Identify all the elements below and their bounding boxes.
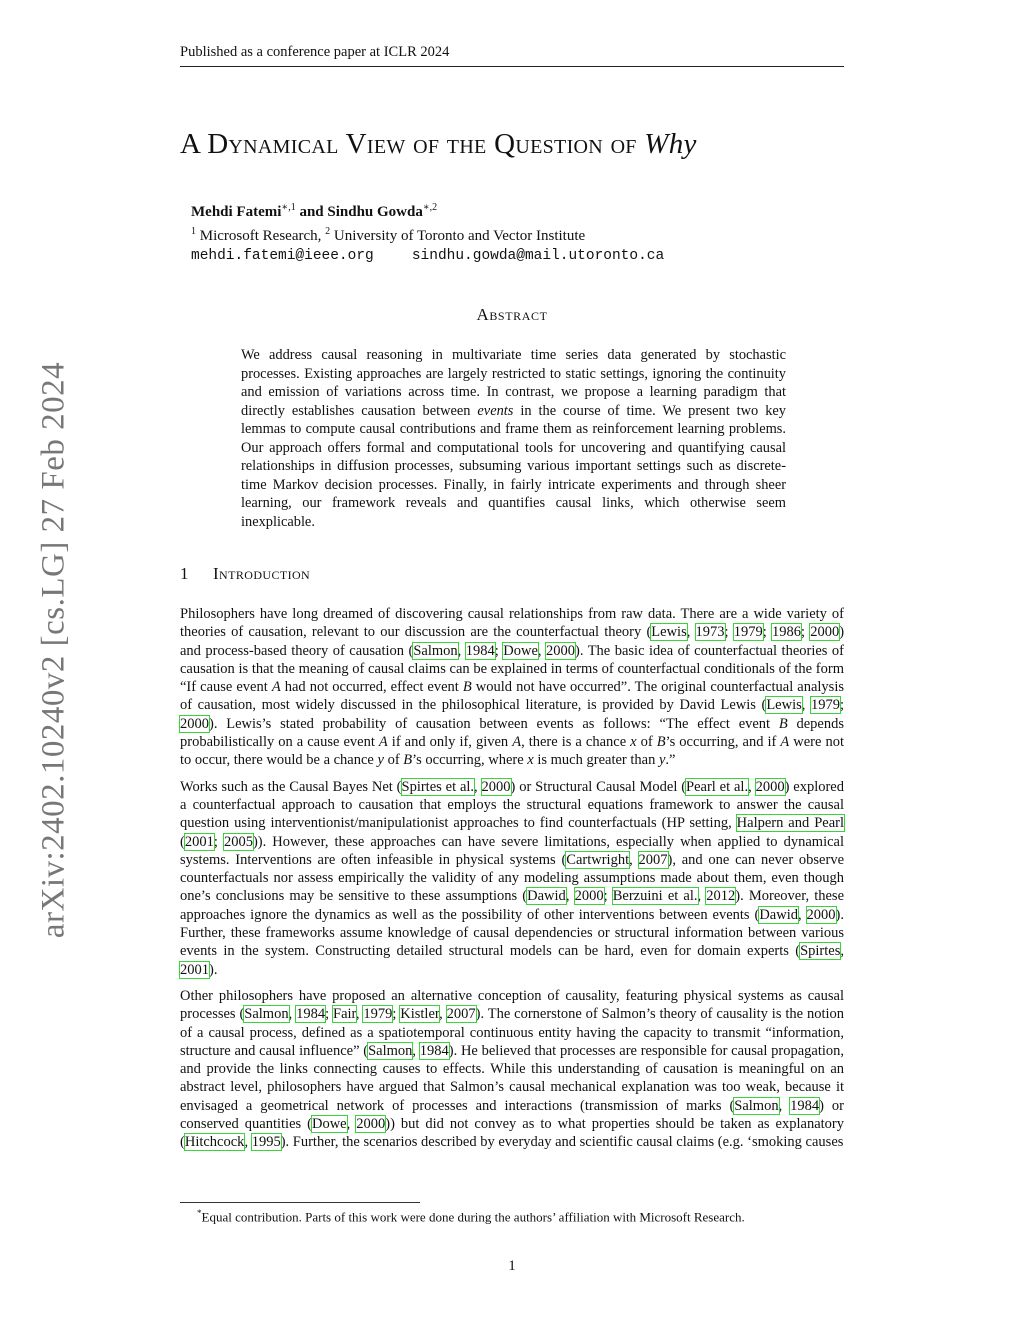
paragraph-text: of [383, 752, 404, 769]
citation-link[interactable]: 2000 [574, 888, 604, 905]
citation-link[interactable]: Dowe [311, 1116, 347, 1133]
author-2: Sindhu Gowda [327, 204, 423, 220]
abstract-part-2: in the course of time. We present two key lemmas to compute causal contributions and frame them as reinforcement learning problems. Our approach offers formal and computational tools for uncovering and quantifying causal relationships in diffusion processes, subsuming various important settings such as discrete-time Markov decision processes. Finally, in fairly intricate experiments and through sheer learning, our framework reveals and quantifies causal links, which otherwise seem inexplicable. [241, 402, 786, 530]
paragraph-text: , [629, 851, 639, 868]
affiliation-1: Microsoft Research, [196, 228, 326, 244]
paragraph-text: .” [665, 752, 676, 769]
citation-link[interactable]: 2000 [356, 1116, 386, 1133]
paragraph-text: ). He believed that processes are responsible for causal propagation, and provide the links connecting causes to effects. While this understanding of causation is meaningful on an abstract level, philosophers have argued that Salmon’s causal mechanical explanation was too weak, because it envisaged a geometrical network of processes and interactions (transmission of marks ( [180, 1042, 844, 1114]
paragraph-text: , there is a chance [521, 734, 631, 751]
paragraph-text: , [474, 778, 482, 795]
paragraph-text: ). Further, the scenarios described by everyday and scientific causal claims (e.g. ‘smoking causes [280, 1134, 844, 1151]
math-variable: B [778, 715, 788, 732]
citation-link[interactable]: 1984 [296, 1006, 326, 1023]
citation-link[interactable]: Pearl et al. [686, 778, 749, 795]
citation-link[interactable]: Berzuini et al. [612, 888, 698, 905]
citation-link[interactable]: 2000 [806, 906, 836, 923]
citation-link[interactable]: 2005 [223, 833, 253, 850]
paragraph-text: of [636, 734, 657, 751]
paragraph-text: ). Moreover, these approaches ignore the dynamics as well as the possibility of other interventions between events ( [180, 888, 845, 923]
citation-link[interactable]: Lewis [766, 697, 802, 714]
title-emph: Why [644, 128, 697, 160]
citation-link[interactable]: 2000 [810, 624, 840, 641]
citation-link[interactable]: Dawid [759, 906, 798, 923]
aff-2-mark: 2 [325, 226, 331, 237]
citation-link[interactable]: Salmon [413, 642, 458, 659]
paragraph-text: , [457, 642, 466, 659]
paragraph-text: ( [180, 833, 185, 850]
paragraph-text: , [439, 1006, 447, 1023]
citation-link[interactable]: Halpern and Pearl [736, 815, 844, 832]
footnote [197, 1208, 857, 1225]
citation-link[interactable]: Dawid [527, 888, 566, 905]
citation-link[interactable]: 1979 [733, 624, 763, 641]
citation-link[interactable]: 2001 [184, 833, 214, 850]
citation-link[interactable]: 2012 [706, 888, 736, 905]
citation-link[interactable]: 1984 [790, 1097, 820, 1114]
paragraph-text: ; [494, 642, 504, 659]
paragraph-text: , [355, 1006, 364, 1023]
math-variable: y [658, 752, 666, 769]
paragraph-2 [180, 778, 844, 979]
paragraph-text: , [244, 1134, 252, 1151]
author-2-mark: ∗,2 [422, 202, 438, 213]
paragraph-text: ’s occurring, where [412, 752, 528, 769]
paragraph-text: , [797, 906, 807, 923]
math-variable: A [271, 679, 281, 696]
arxiv-stamp: arXiv:2402.10240v2 [cs.LG] 27 Feb 2024 [35, 361, 72, 939]
paragraph-text: ) or Structural Causal Model ( [510, 778, 687, 795]
citation-link[interactable]: 1979 [810, 697, 840, 714]
body-text [180, 605, 844, 1160]
citation-link[interactable]: 2000 [755, 778, 785, 795]
header-rule [180, 66, 844, 67]
paragraph-text: )). However, these approaches can have severe limitations, especially when applied to dynamical systems. Interventions are often infeasible in physical systems ( [180, 833, 844, 868]
citation-link[interactable]: 2000 [546, 642, 576, 659]
paragraph-text: , [346, 1116, 357, 1133]
paragraph-1 [180, 605, 844, 770]
math-variable: B [462, 679, 472, 696]
section-title: Introduction [213, 564, 311, 583]
math-variable: B [656, 734, 666, 751]
paragraph-text: ) or conserved quantities ( [180, 1097, 844, 1133]
citation-link[interactable]: Dowe [503, 642, 538, 659]
email-1: mehdi.fatemi@ieee.org [191, 248, 374, 264]
author-and: and [295, 204, 328, 220]
citation-link[interactable]: 2001 [180, 961, 209, 978]
paragraph-text: Philosophers have long dreamed of discovering causal relationships from raw data. There are a wide variety of theories of causation, relevant to our discussion are the counterfactual theory ( [180, 606, 844, 641]
paragraph-text: ; [603, 888, 613, 905]
math-variable: A [780, 734, 790, 751]
citation-link[interactable]: 1984 [465, 642, 495, 659]
citation-link[interactable]: Cartwright [566, 851, 630, 868]
abstract-text [241, 346, 786, 531]
paragraph-text: ; [762, 624, 772, 641]
citation-link[interactable]: 2007 [446, 1006, 476, 1023]
running-header: Published as a conference paper at ICLR 2024 [180, 44, 450, 60]
citation-link[interactable]: Fair [333, 1006, 356, 1023]
author-1-mark: ∗,1 [281, 202, 296, 213]
paragraph-text: were not to occur, there would be a chance [180, 734, 844, 769]
math-variable: y [377, 752, 384, 769]
section-number: 1 [180, 564, 189, 583]
paragraph-text: , [840, 943, 844, 960]
citation-link[interactable]: Kistler [400, 1006, 440, 1023]
paragraph-text: , [537, 642, 547, 659]
paragraph-text: ). Lewis’s stated probability of causation between events as follows: “The effect event [209, 715, 779, 732]
paragraph-text: ) and process-based theory of causation ( [180, 624, 845, 659]
citation-link[interactable]: 2000 [180, 715, 209, 732]
paragraph-text: if and only if, given [387, 734, 513, 751]
paragraph-text: ), and one can never observe counterfactuals nor assess empirically the validity of any modeling assumptions made about them, even though one’s conclusions may be sensitive to these assumptions ( [180, 851, 845, 905]
citation-link[interactable]: Salmon [734, 1097, 779, 1114]
citation-link[interactable]: Salmon [244, 1006, 289, 1023]
paragraph-text: is much greater than [533, 752, 659, 769]
paragraph-text: , [748, 778, 756, 795]
paragraph-text: , [565, 888, 575, 905]
paragraph-text: had not occurred, effect event [280, 679, 463, 696]
citation-link[interactable]: Salmon [368, 1042, 413, 1059]
paragraph-text: would not have occurred”. The original counterfactual analysis of causation, most widely discussed in the philosophical literature, is provided by David Lewis ( [180, 679, 845, 714]
citation-link[interactable]: 1973 [695, 624, 725, 641]
author-block [191, 198, 664, 266]
paragraph-text: ). The basic idea of counterfactual theories of causation is that the meaning of causal claims can be explained in terms of counterfactual conditionals of the form “If cause event [180, 642, 845, 696]
paragraph-text: ; [392, 1006, 401, 1023]
paragraph-text: Works such as the Causal Bayes Net ( [180, 778, 402, 795]
math-variable: A [378, 734, 388, 751]
paragraph-text: , [686, 624, 696, 641]
math-variable: A [512, 734, 522, 751]
paragraph-text: ; [800, 624, 811, 641]
math-variable: x [630, 734, 637, 751]
paragraph-3 [180, 987, 844, 1152]
email-2: sindhu.gowda@mail.utoronto.ca [411, 248, 665, 264]
footnote-mark: * [197, 1208, 202, 1218]
math-variable: B [403, 752, 413, 769]
paragraph-text: ’s occurring, and if [665, 734, 781, 751]
paragraph-text: , [801, 697, 811, 714]
citation-link[interactable]: 2000 [481, 778, 511, 795]
author-1: Mehdi Fatemi [191, 204, 282, 220]
footnote-rule [180, 1202, 420, 1203]
paragraph-text: , [288, 1006, 297, 1023]
citation-link[interactable]: 1984 [419, 1042, 449, 1059]
citation-link[interactable]: Lewis [651, 624, 687, 641]
paragraph-text: , [412, 1042, 420, 1059]
citation-link[interactable]: Spirtes et al. [401, 778, 475, 795]
citation-link[interactable]: 1995 [251, 1134, 281, 1151]
footnote-text: Equal contribution. Parts of this work were done during the authors’ affiliation with Microsoft Research. [201, 1209, 745, 1225]
abstract-part-1: We address causal reasoning in multivariate time series data generated by stochastic processes. Existing approaches are largely restricted to static settings, ignoring the continuity and emission of variations across time. In contrast, we propose a learning paradigm that directly establishes causation between [241, 347, 786, 419]
paragraph-text: ) explored a counterfactual approach to causation that employs the structural equations framework to answer the causal question using interventionist/manipulationist approaches to find counterfactuals (HP setting, [180, 778, 844, 832]
paragraph-text: ; [213, 833, 224, 850]
affiliation-2: University of Toronto and Vector Institute [330, 228, 586, 244]
paragraph-text: ; [839, 697, 845, 714]
paragraph-text: ). [209, 961, 218, 978]
section-heading [180, 564, 310, 584]
abstract-heading: Abstract [476, 305, 548, 324]
emails [191, 246, 664, 266]
paper-title [180, 128, 697, 161]
paragraph-text: ; [724, 624, 734, 641]
paragraph-text: ). Further, these frameworks assume knowledge of causal dependencies or structural information between various events in the system. Constructing detailed structural models can be hard, even for domain experts ( [180, 906, 844, 960]
math-variable: x [527, 752, 534, 769]
citation-link[interactable]: 2007 [638, 851, 668, 868]
paragraph-text: ; [325, 1006, 334, 1023]
citation-link[interactable]: 1986 [771, 624, 801, 641]
affiliations [191, 222, 664, 246]
page-number: 1 [508, 1258, 516, 1274]
paragraph-text: ). The cornerstone of Salmon’s theory of causality is the notion of a causal process, defined as a spatiotemporal continuous entity having the capacity to transmit “information, structure and causal influence” ( [180, 1006, 845, 1059]
author-names [191, 198, 664, 222]
paragraph-text: )) but did not convey as to what properties should be taken as explanatory ( [180, 1116, 844, 1151]
paragraph-text: depends probabilistically on a cause event [180, 715, 844, 751]
abstract-emph: events [477, 402, 514, 419]
citation-link[interactable]: Hitchcock [184, 1134, 245, 1151]
title-main: A Dynamical View of the Question of [180, 128, 645, 160]
paragraph-text: , [778, 1097, 791, 1114]
citation-link[interactable]: Spirtes [800, 943, 841, 960]
aff-1-mark: 1 [191, 226, 196, 237]
citation-link[interactable]: 1979 [363, 1006, 393, 1023]
paragraph-text: Other philosophers have proposed an alternative conception of causality, featuring physical systems as causal processes ( [180, 987, 844, 1023]
paragraph-text: , [697, 888, 707, 905]
